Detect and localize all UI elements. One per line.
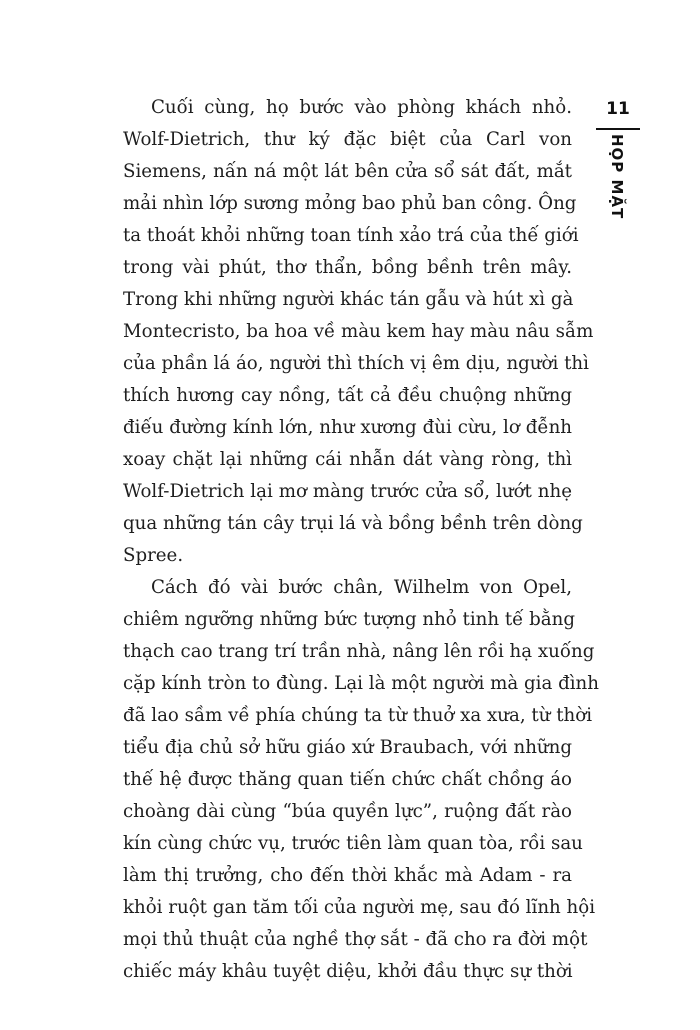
page-number: 11	[606, 99, 630, 119]
text-line: mải nhìn lớp sương mỏng bao phủ ban công. Ông	[123, 193, 577, 214]
text-line: chiếc máy khâu tuyệt diệu, khởi đầu thực sự thời	[123, 961, 573, 982]
text-line: Trong khi những người khác tán gẫu và hút xì gà	[123, 289, 574, 310]
text-line: khỏi ruột gan tăm tối của người mẹ, sau đó lĩnh hội	[123, 897, 596, 918]
text-line: xoay chặt lại những cái nhẫn dát vàng ròng, thì	[123, 449, 572, 470]
text-line: cặp kính tròn to đùng. Lại là một người mà gia đình	[123, 673, 599, 694]
text-line: điếu đường kính lớn, như xương đùi cừu, lơ đễnh	[123, 417, 572, 438]
text-line: qua những tán cây trụi lá và bồng bềnh trên dòng	[123, 513, 583, 534]
text-line: thế hệ được thăng quan tiến chức chất chồng áo	[123, 769, 572, 790]
text-line: Wolf-Dietrich lại mơ màng trước cửa sổ, lướt nhẹ	[123, 481, 572, 502]
text-line: thạch cao trang trí trần nhà, nâng lên rồi hạ xuống	[123, 641, 595, 662]
text-line: đã lao sầm về phía chúng ta từ thuở xa xưa, từ thời	[123, 705, 593, 726]
text-line: Siemens, nấn ná một lát bên cửa sổ sát đất, mắt	[123, 161, 572, 182]
paragraph-1	[123, 92, 594, 572]
text-line: kín cùng chức vụ, trước tiên làm quan tòa, rồi sau	[123, 833, 583, 854]
text-line: Montecristo, ba hoa về màu kem hay màu nâu sẫm	[123, 321, 594, 342]
text-line: ta thoát khỏi những toan tính xảo trá của thế giới	[123, 225, 579, 246]
chapter-title: HỌP MẶT	[608, 134, 626, 220]
text-line: choàng dài cùng “búa quyền lực”, ruộng đất rào	[123, 801, 572, 822]
text-line: của phần lá áo, người thì thích vị êm dịu, người thì	[123, 353, 589, 374]
chapter-title-vertical	[596, 134, 640, 254]
text-line: chiêm ngưỡng những bức tượng nhỏ tinh tế bằng	[123, 609, 575, 630]
text-line: làm thị trưởng, cho đến thời khắc mà Adam - ra	[123, 865, 572, 886]
text-line: mọi thủ thuật của nghề thợ sắt - đã cho ra đời một	[123, 929, 588, 950]
text-line: trong vài phút, thơ thẩn, bồng bềnh trên mây.	[123, 257, 572, 278]
text-line: Spree.	[123, 545, 184, 566]
text-line: thích hương cay nồng, tất cả đều chuộng những	[123, 385, 572, 406]
text-line: tiểu địa chủ sở hữu giáo xứ Braubach, với những	[123, 737, 572, 758]
paragraph-2	[123, 572, 599, 988]
body-text	[123, 92, 599, 988]
text-line: Cuối cùng, họ bước vào phòng khách nhỏ.	[151, 97, 572, 118]
text-line: Cách đó vài bước chân, Wilhelm von Opel,	[151, 577, 572, 598]
text-line: Wolf-Dietrich, thư ký đặc biệt của Carl von	[123, 129, 572, 150]
header-divider	[596, 128, 640, 130]
page-header	[596, 96, 640, 220]
